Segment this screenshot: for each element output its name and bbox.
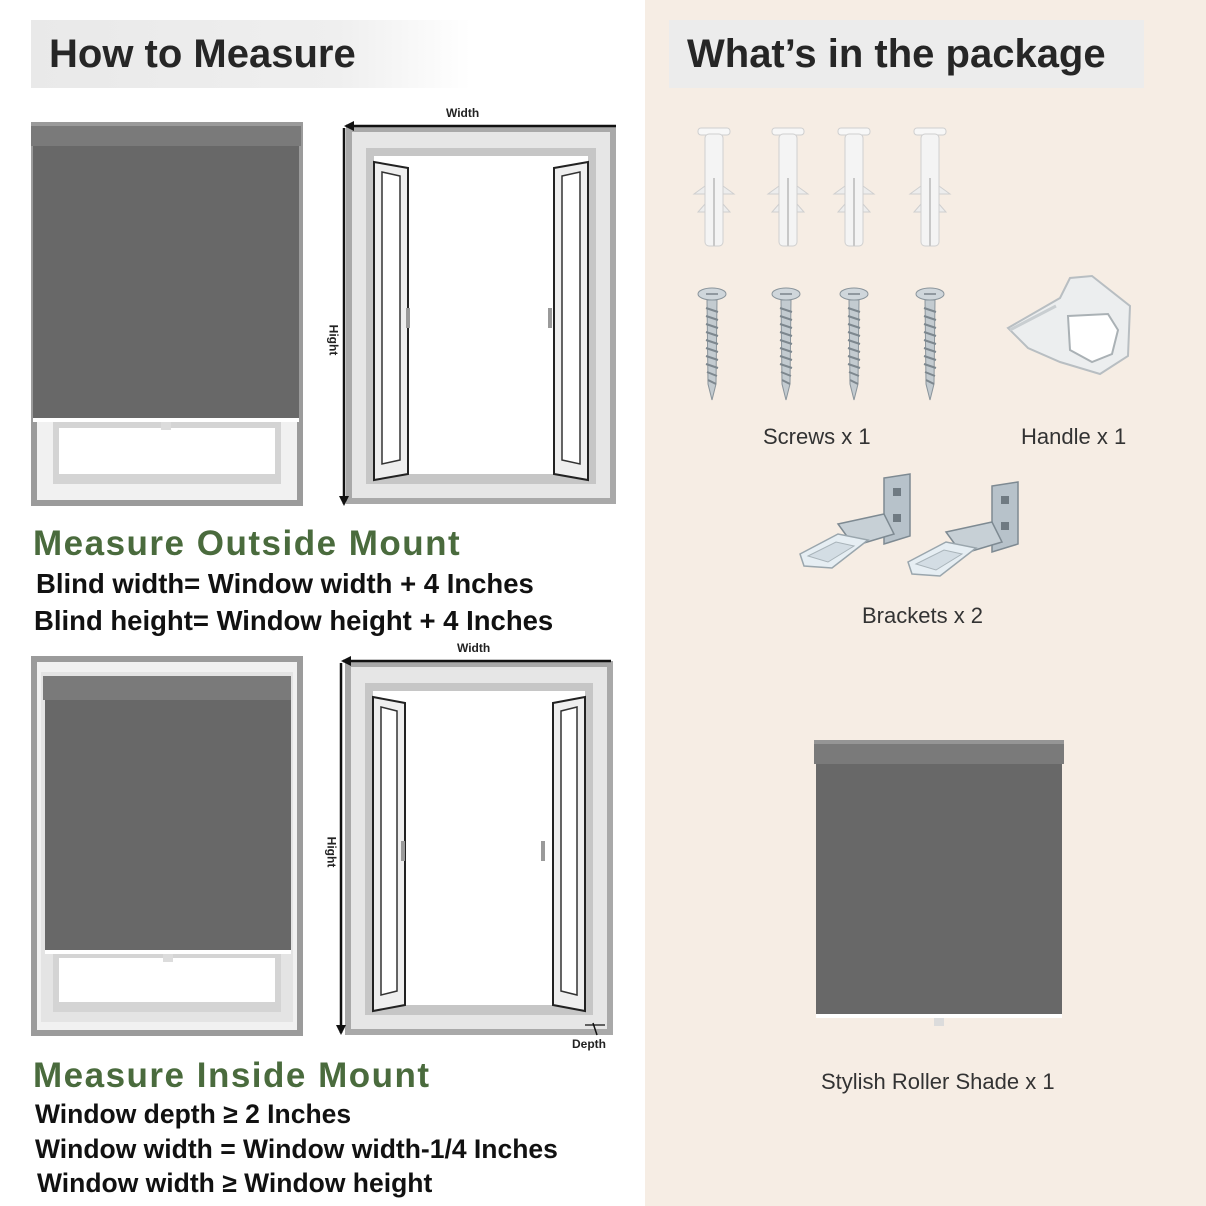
inside-mount-heading: Measure Inside Mount: [33, 1056, 431, 1095]
outside-mount-window-illustration: [338, 120, 618, 506]
handle-icon: [1000, 270, 1140, 380]
inside-mount-shade-illustration: [31, 656, 303, 1036]
outside-width-label: Width: [446, 106, 480, 120]
outside-height-label: Hight: [326, 324, 341, 356]
screws-caption: Screws x 1: [763, 424, 871, 449]
handle-caption: Handle x 1: [1021, 424, 1127, 449]
wall-anchors-icon: [684, 126, 964, 252]
outside-mount-heading: Measure Outside Mount: [33, 524, 462, 563]
outside-mount-shade-illustration: [31, 122, 303, 506]
brackets-icon: [798, 474, 1038, 586]
inside-mount-window-illustration: [335, 655, 615, 1039]
how-to-measure-title: How to Measure: [31, 20, 471, 88]
inside-mount-rule-depth: Window depth ≥ 2 Inches: [35, 1099, 352, 1129]
shade-caption: Stylish Roller Shade x 1: [821, 1069, 1055, 1094]
roller-shade-product-icon: [812, 740, 1066, 1028]
depth-label: Depth: [572, 1037, 606, 1051]
brackets-caption: Brackets x 2: [862, 603, 984, 628]
outside-mount-rule-height: Blind height= Window height + 4 Inches: [34, 605, 554, 636]
inside-mount-rule-width: Window width = Window width-1/4 Inches: [35, 1134, 558, 1164]
inside-width-label: Width: [457, 641, 491, 655]
inside-height-label: Hight: [324, 836, 339, 868]
outside-mount-rule-width: Blind width= Window width + 4 Inches: [36, 568, 534, 599]
package-title: What’s in the package: [669, 20, 1144, 88]
screws-icon: [684, 286, 964, 402]
inside-mount-rule-ratio: Window width ≥ Window height: [37, 1168, 433, 1198]
